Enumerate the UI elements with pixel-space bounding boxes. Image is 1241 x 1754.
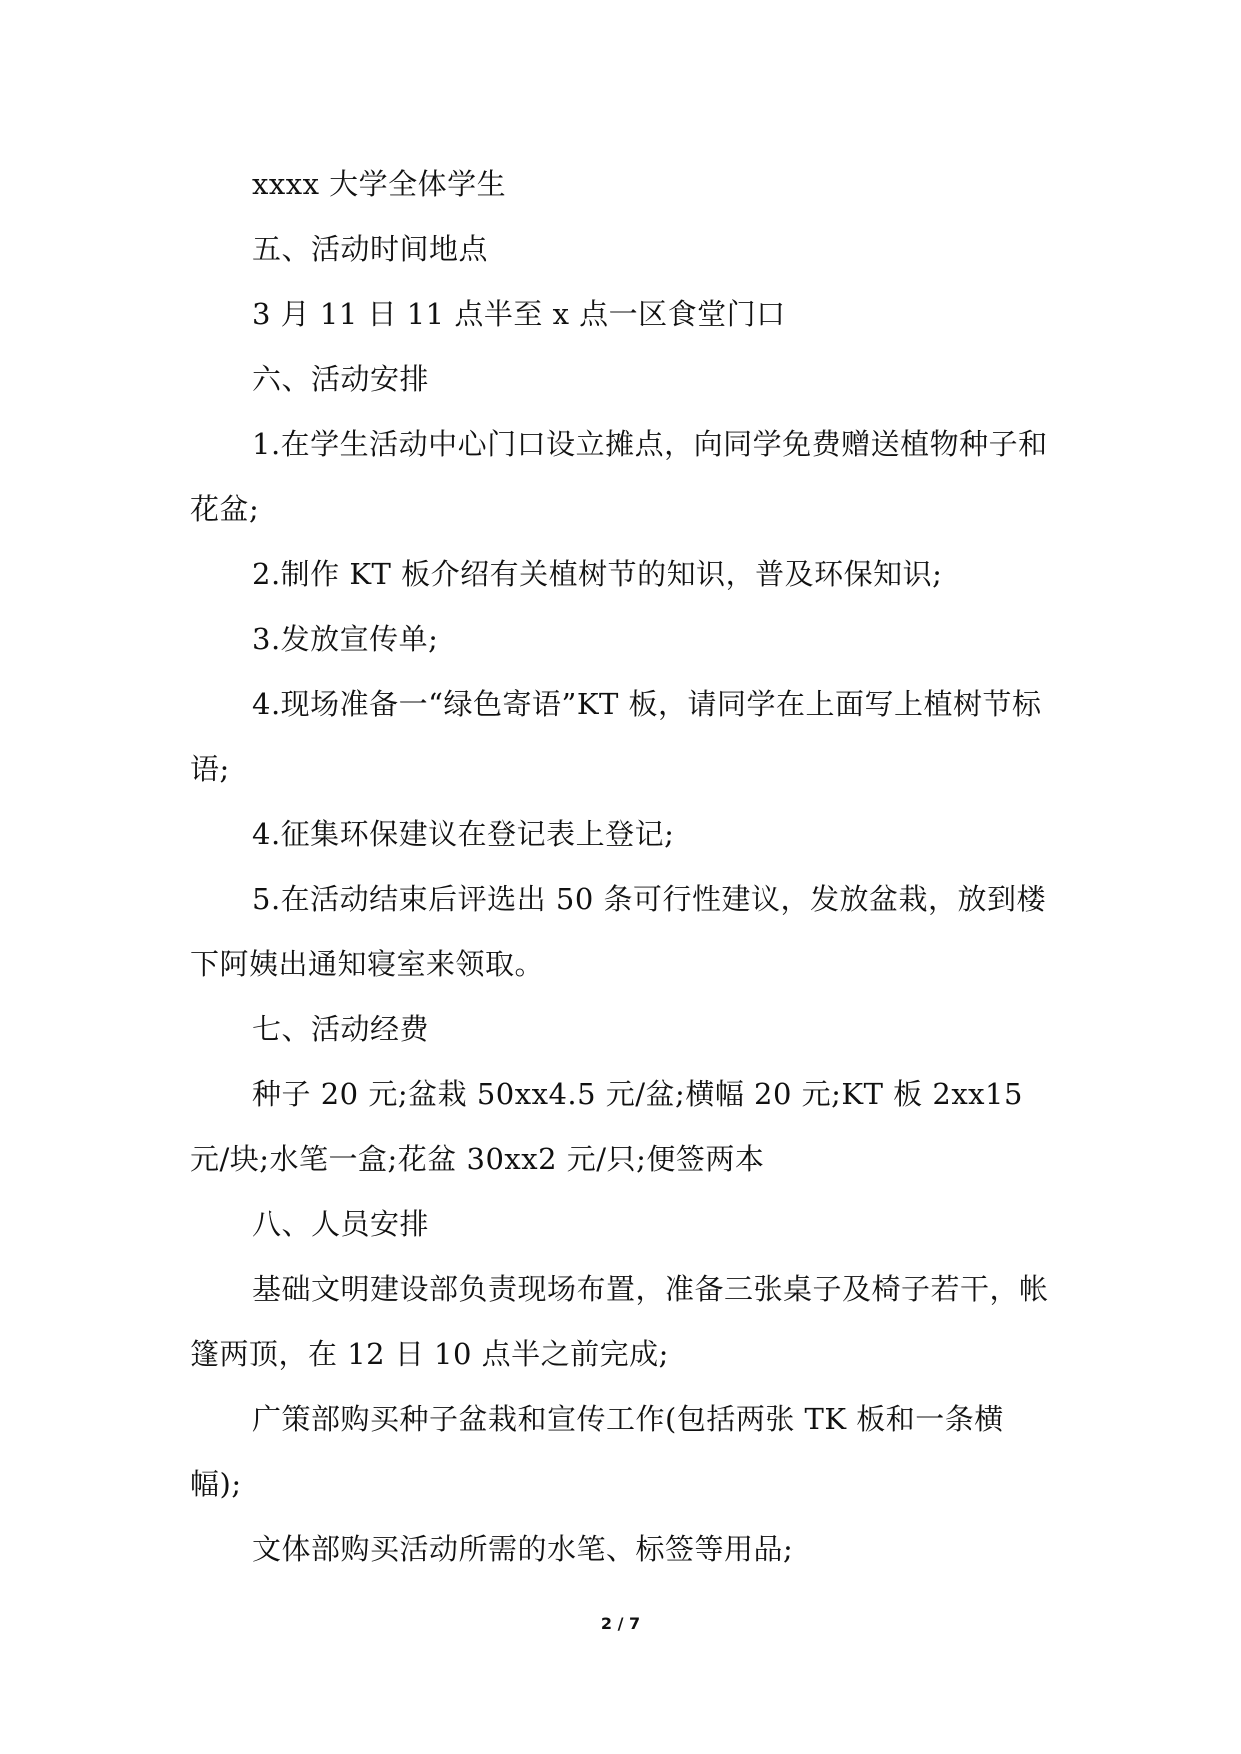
- heading-arrangement: 六、活动安排: [252, 362, 430, 396]
- paragraph-staffing-2: 广策部购买种子盆栽和宣传工作(包括两张 TK 板和一条横幅);: [190, 1402, 1004, 1501]
- paragraph-budget: 种子 20 元;盆栽 50xx4.5 元/盆;横幅 20 元;KT 板 2xx15 元/块;水笔一盒;花盆 30xx2 元/只;便签两本: [190, 1077, 1023, 1176]
- page-number: 2 / 7: [600, 1614, 641, 1633]
- paragraph-audience: xxxx 大学全体学生: [252, 167, 507, 201]
- list-item-3: 3.发放宣传单;: [252, 622, 439, 656]
- list-item-4a: 4.现场准备一“绿色寄语”KT 板，请同学在上面写上植树节标语;: [190, 687, 1042, 786]
- paragraph-staffing-1: 基础文明建设部负责现场布置，准备三张桌子及椅子若干，帐篷两顶，在 12 日 10 点半之前完成;: [190, 1272, 1049, 1371]
- list-item-2: 2.制作 KT 板介绍有关植树节的知识，普及环保知识;: [252, 557, 943, 591]
- list-item-4b: 4.征集环保建议在登记表上登记;: [252, 817, 675, 851]
- document-body: [190, 152, 1052, 1582]
- heading-budget: 七、活动经费: [252, 1012, 430, 1046]
- list-item-1: 1.在学生活动中心门口设立摊点，向同学免费赠送植物种子和花盆;: [190, 427, 1048, 526]
- heading-staffing: 八、人员安排: [252, 1207, 430, 1241]
- list-item-5: 5.在活动结束后评选出 50 条可行性建议，发放盆栽，放到楼下阿姨出通知寝室来领取。: [190, 882, 1047, 981]
- heading-time-location: 五、活动时间地点: [252, 232, 489, 266]
- paragraph-time-location: 3 月 11 日 11 点半至 x 点一区食堂门口: [252, 297, 786, 331]
- paragraph-staffing-3: 文体部购买活动所需的水笔、标签等用品;: [252, 1532, 794, 1566]
